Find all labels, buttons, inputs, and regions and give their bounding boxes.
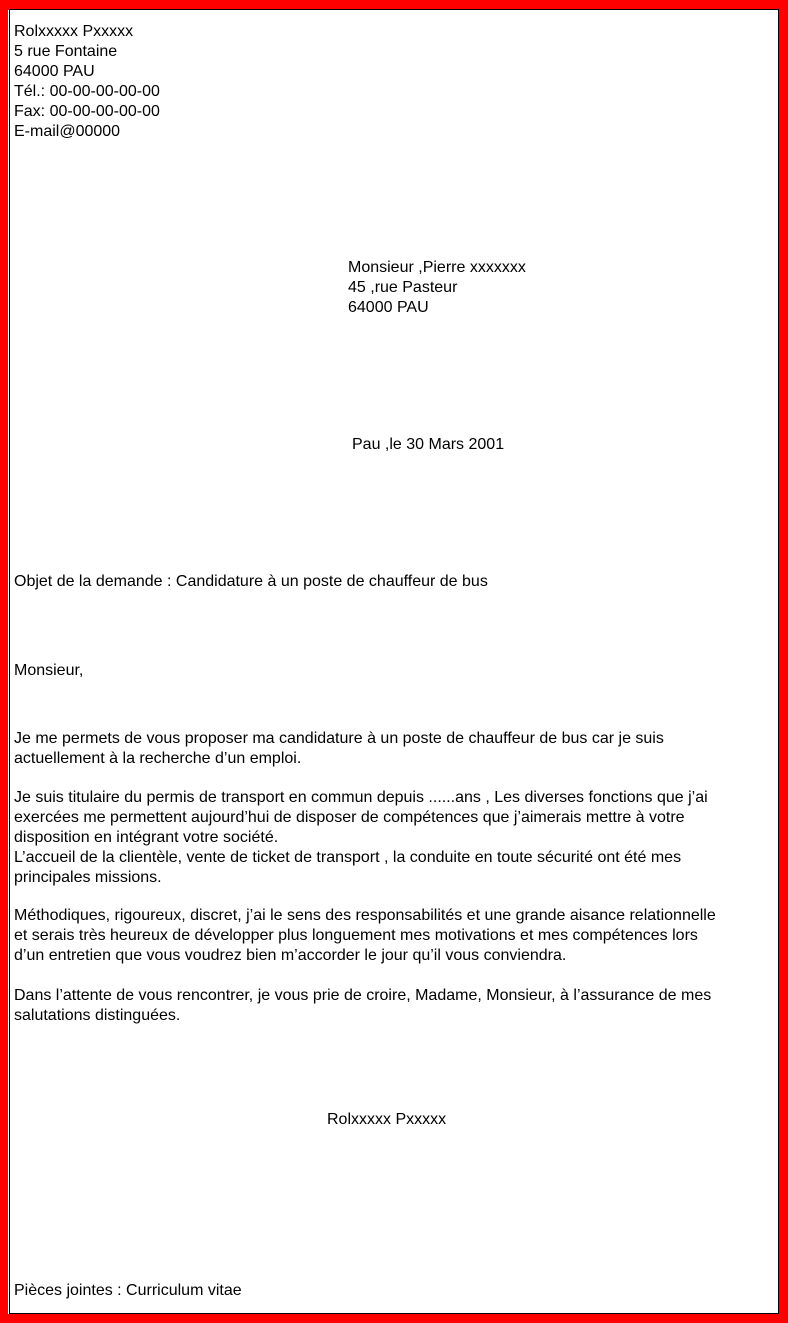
sender-fax: Fax: 00-00-00-00-00 [14, 103, 160, 120]
recipient-city: 64000 PAU [348, 299, 429, 316]
body-line: d’un entretien que vous voudrez bien m’accorder le jour qu’il vous conviendra. [14, 947, 567, 964]
body-paragraph-1 [14, 729, 774, 769]
body-line: Méthodiques, rigoureux, discret, j’ai le sens des responsabilités et une grande aisance relationnelle [14, 907, 716, 924]
body-line: Dans l’attente de vous rencontrer, je vous prie de croire, Madame, Monsieur, à l’assurance de mes [14, 987, 712, 1004]
sender-city: 64000 PAU [14, 63, 95, 80]
body-paragraph-4 [14, 986, 774, 1026]
sender-street: 5 rue Fontaine [14, 43, 118, 60]
recipient-street: 45 ,rue Pasteur [348, 279, 458, 296]
body-line: disposition en intégrant votre société. [14, 829, 279, 846]
body-line: principales missions. [14, 869, 162, 886]
recipient-name: Monsieur ,Pierre xxxxxxx [348, 259, 526, 276]
body-line: actuellement à la recherche d’un emploi. [14, 750, 302, 767]
date-place: Pau ,le 30 Mars 2001 [352, 436, 505, 453]
greeting: Monsieur, [14, 662, 84, 679]
body-paragraph-3 [14, 906, 774, 966]
body-line: Je suis titulaire du permis de transport en commun depuis ......ans , Les diverses fonctions que j’ai [14, 789, 708, 806]
body-line: L’accueil de la clientèle, vente de ticket de transport , la conduite en toute sécurité ont été mes [14, 849, 682, 866]
sender-name: Rolxxxxx Pxxxxx [14, 23, 134, 40]
body-line: et serais très heureux de développer plus longuement mes motivations et mes compétences lors [14, 927, 698, 944]
recipient-address [348, 258, 526, 318]
signature: Rolxxxxx Pxxxxx [327, 1111, 447, 1128]
body-line: salutations distinguées. [14, 1007, 181, 1024]
attachments-line: Pièces jointes : Curriculum vitae [14, 1282, 242, 1299]
sender-email: E-mail@00000 [14, 123, 121, 140]
body-paragraph-2 [14, 788, 774, 888]
body-line: exercées me permettent aujourd’hui de disposer de compétences que j’aimerais mettre à votre [14, 809, 685, 826]
sender-phone: Tél.: 00-00-00-00-00 [14, 83, 160, 100]
subject-line: Objet de la demande : Candidature à un poste de chauffeur de bus [14, 573, 488, 590]
body-line: Je me permets de vous proposer ma candidature à un poste de chauffeur de bus car je suis [14, 730, 664, 747]
sender-address [14, 22, 160, 142]
